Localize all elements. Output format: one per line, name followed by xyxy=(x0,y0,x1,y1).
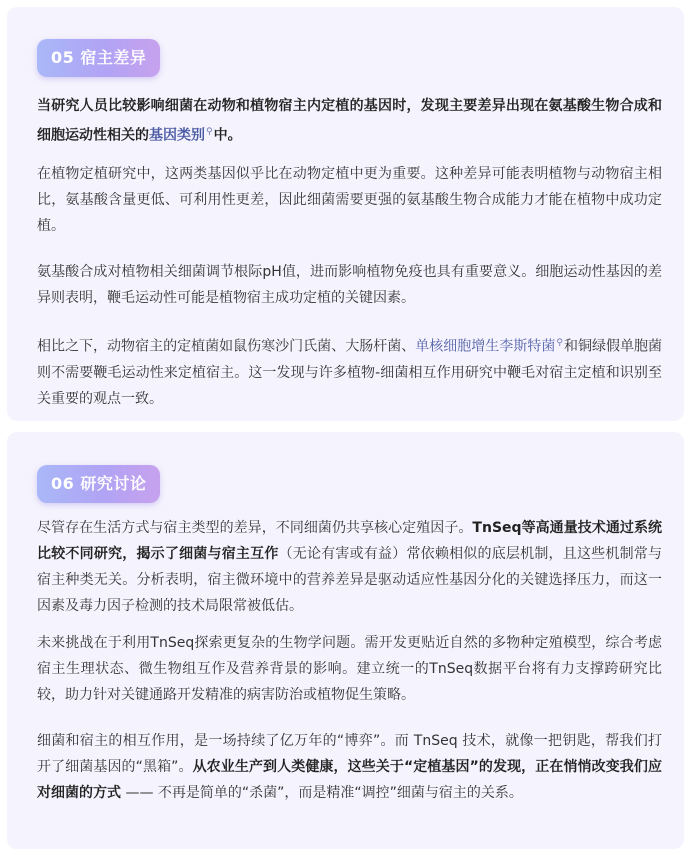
search-icon[interactable]: ⚲ xyxy=(556,338,563,348)
text: 尽管存在生活方式与宿主类型的差异，不同细菌仍共享核心定殖因子。 xyxy=(37,520,473,536)
section-card-05 xyxy=(7,7,684,421)
search-icon[interactable]: ⚲ xyxy=(206,127,213,137)
text: —— 不再是简单的“杀菌”，而是精准“调控”细菌与宿主的关系。 xyxy=(121,785,523,801)
paragraph-animal-host xyxy=(37,330,662,412)
text: （无论有害或有益）常依赖相似的底层机制，且这些机制常与宿主种类无关。分析表明，宿主微环境中的营养差异是驱动适应性基因分化的关键选择压力，而这一因素及毒力因子检测的技术局限常被低估。 xyxy=(37,546,663,614)
bold-text: 中。 xyxy=(213,127,242,144)
paragraph-future-challenges: 未来挑战在于利用TnSeq探索更复杂的生物学问题。需开发更贴近自然的多物种定殖模型，综合考虑宿主生理状态、微生物组互作及营养背景的影响。建立统一的TnSeq数据平台将有力支撑跨研究比较，助力针对关键通路开发精准的病害防治或植物促生策略。 xyxy=(37,635,662,703)
section-card-06 xyxy=(7,432,684,849)
paragraph-conclusion xyxy=(37,728,662,806)
bold-text: 从农业生产到人类健康，这些关于“定植基因”的发现，正在悄悄改变我们应对细菌的方式 xyxy=(37,759,662,801)
text: 相比之下，动物宿主的定植菌如鼠伤寒沙门氏菌、大肠杆菌、 xyxy=(37,338,416,355)
section-badge: 06 研究讨论 xyxy=(37,465,160,503)
bold-text: 当研究人员比较影响细菌在动物和植物宿主内定植的基因时，发现主要差异出现在氨基酸生物合成和细胞运动性相关的 xyxy=(37,98,662,144)
keyword-link[interactable]: 单核细胞增生李斯特菌 xyxy=(415,338,556,355)
paragraph-plant-colonization: 在植物定植研究中，这两类基因似乎比在动物定植中更为重要。这种差异可能表明植物与动物宿主相比，氨基酸含量更低、可利用性更差，因此细菌需要更强的氨基酸生物合成能力才能在植物中成功定植。 xyxy=(37,166,662,234)
text: 细菌和宿主的相互作用，是一场持续了亿万年的“博弈”。而 TnSeq 技术，就像一把钥匙，帮我们打开了细菌基因的“黑箱”。 xyxy=(37,733,662,775)
bold-text: TnSeq等高通量技术通过系统比较不同研究，揭示了细菌与宿主互作 xyxy=(37,520,662,562)
section-badge: 05 宿主差异 xyxy=(37,39,160,77)
paragraph-amino-acid: 氨基酸合成对植物相关细菌调节根际pH值，进而影响植物免疫也具有重要意义。细胞运动性基因的差异则表明，鞭毛运动性可能是植物宿主成功定植的关键因素。 xyxy=(37,264,662,306)
paragraph-intro xyxy=(37,93,662,149)
paragraph-core-factors xyxy=(37,515,662,619)
text: 和铜绿假单胞菌则不需要鞭毛运动性来定植宿主。这一发现与许多植物-细菌相互作用研究中鞭毛对宿主定植和识别至关重要的观点一致。 xyxy=(37,338,663,407)
keyword-link[interactable]: 基因类别 xyxy=(149,127,205,144)
